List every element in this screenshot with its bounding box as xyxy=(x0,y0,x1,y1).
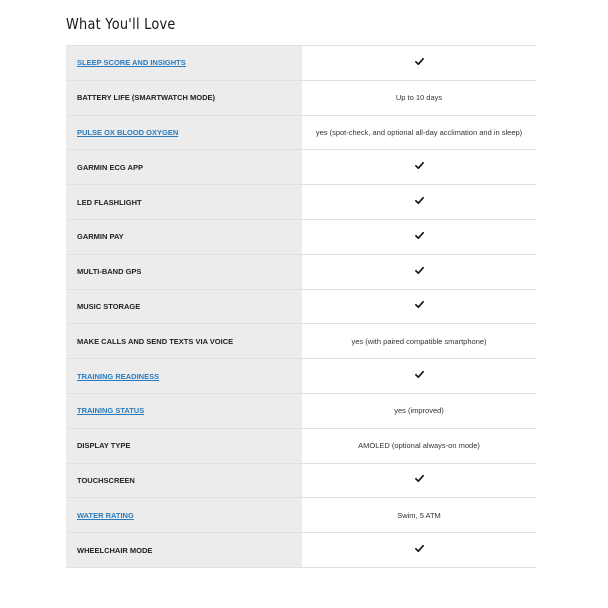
table-row xyxy=(66,289,536,324)
feature-value xyxy=(302,428,536,463)
feature-value xyxy=(302,254,536,289)
table-row xyxy=(66,150,536,185)
feature-value xyxy=(302,46,536,81)
table-row xyxy=(66,185,536,220)
check-icon xyxy=(415,370,424,379)
feature-label-touchscreen: TOUCHSCREEN xyxy=(66,463,302,498)
check-icon xyxy=(415,300,424,309)
feature-link-training-status[interactable]: TRAINING STATUS xyxy=(66,393,302,428)
check-icon xyxy=(415,161,424,170)
feature-value xyxy=(302,393,536,428)
table-row xyxy=(66,219,536,254)
feature-label-wheelchair-mode: WHEELCHAIR MODE xyxy=(66,533,302,568)
feature-value-text: AMOLED (optional always-on mode) xyxy=(358,441,480,451)
table-row xyxy=(66,115,536,150)
feature-label-battery-life-smartwatch-mode: BATTERY LIFE (SMARTWATCH MODE) xyxy=(66,80,302,115)
table-row xyxy=(66,498,536,533)
feature-value-text: yes (spot-check, and optional all-day acclimation and in sleep) xyxy=(315,127,523,137)
table-row xyxy=(66,324,536,359)
feature-label-garmin-pay: GARMIN PAY xyxy=(66,219,302,254)
check-icon xyxy=(415,266,424,275)
table-row xyxy=(66,533,536,568)
feature-value-text: yes (with paired compatible smartphone) xyxy=(351,336,487,346)
feature-table xyxy=(66,45,536,568)
feature-label-garmin-ecg-app: GARMIN ECG APP xyxy=(66,150,302,185)
section-title: What You'll Love xyxy=(66,15,176,33)
feature-value xyxy=(302,150,536,185)
table-row xyxy=(66,463,536,498)
feature-value xyxy=(302,289,536,324)
feature-label-multi-band-gps: MULTI-BAND GPS xyxy=(66,254,302,289)
feature-label-led-flashlight: LED FLASHLIGHT xyxy=(66,185,302,220)
feature-value xyxy=(302,185,536,220)
feature-label-display-type: DISPLAY TYPE xyxy=(66,428,302,463)
feature-value xyxy=(302,115,536,150)
table-row xyxy=(66,428,536,463)
feature-value xyxy=(302,80,536,115)
table-row xyxy=(66,359,536,394)
table-row xyxy=(66,254,536,289)
check-icon xyxy=(415,231,424,240)
feature-value xyxy=(302,324,536,359)
table-row xyxy=(66,80,536,115)
feature-value xyxy=(302,359,536,394)
table-row xyxy=(66,46,536,81)
feature-value xyxy=(302,463,536,498)
check-icon xyxy=(415,57,424,66)
feature-label-music-storage: MUSIC STORAGE xyxy=(66,289,302,324)
feature-value xyxy=(302,219,536,254)
feature-value-text: Up to 10 days xyxy=(395,93,443,103)
check-icon xyxy=(415,544,424,553)
feature-value xyxy=(302,498,536,533)
feature-link-training-readiness[interactable]: TRAINING READINESS xyxy=(66,359,302,394)
feature-value-text: Swim, 5 ATM xyxy=(397,510,441,520)
feature-link-sleep-score-and-insights[interactable]: SLEEP SCORE AND INSIGHTS xyxy=(66,46,302,81)
table-row xyxy=(66,393,536,428)
feature-table-body xyxy=(66,46,536,568)
feature-value-text: yes (improved) xyxy=(394,406,444,416)
feature-link-water-rating[interactable]: WATER RATING xyxy=(66,498,302,533)
feature-value xyxy=(302,533,536,568)
feature-link-pulse-ox-blood-oxygen[interactable]: PULSE OX BLOOD OXYGEN xyxy=(66,115,302,150)
check-icon xyxy=(415,474,424,483)
check-icon xyxy=(415,196,424,205)
feature-label-make-calls-and-send-texts-via-voice: MAKE CALLS AND SEND TEXTS VIA VOICE xyxy=(66,324,302,359)
